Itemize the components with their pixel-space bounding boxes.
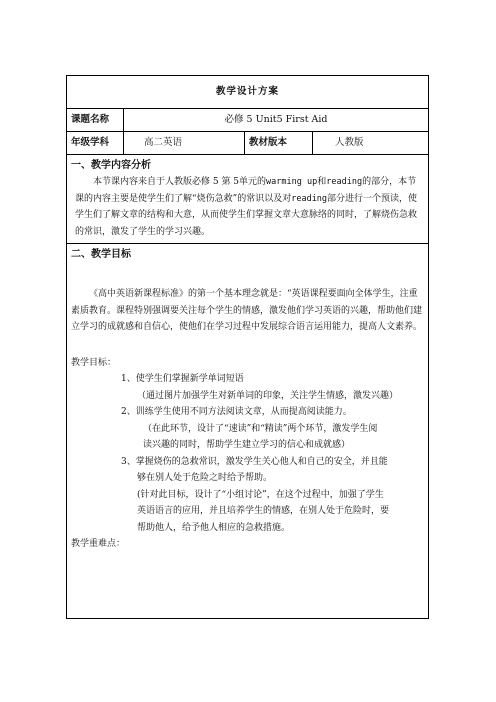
textbook-edition-value: 人教版	[313, 132, 429, 155]
objective-3-line2: 够在别人处于危险之时给予帮助。	[137, 473, 273, 483]
grade-subject-value: 高二英语	[124, 132, 245, 155]
section-heading-objectives: 二、教学目标	[71, 249, 131, 260]
page-title: 教学设计方案	[67, 76, 429, 109]
objective-3-line1: 3、掌握烧伤的急救常识，激发学生关心他人和自己的安全，并且能	[121, 456, 388, 467]
text-run: 部分进行一个预读，使学生们了解文章的结构和大意，从而使学生们掌握文章大意脉络的同时，了解烧伤急救的常识，激发了学生的学习兴趣。	[75, 193, 418, 237]
textbook-edition-label: 教材版本	[245, 132, 313, 155]
term-reading: reading	[326, 177, 363, 187]
text-run: 的部分，本节课的内容主要是使学生们了解“烧伤急救”的常识以及对	[75, 177, 417, 204]
objectives-label: 教学目标：	[71, 357, 117, 368]
content-analysis-paragraph	[75, 174, 420, 240]
objective-3-note-line2: 英语语言的应用，并且培养学生的情感，在别人处于危险时，要	[137, 506, 390, 516]
text-run: 本节课内容来自于人教版必修 5 第 5单元的	[93, 177, 267, 187]
term-warming-up: warming up	[266, 177, 318, 187]
objective-1: 1、使学生们掌握新学单词短语	[121, 374, 244, 384]
objective-2-note-line1: （在此环节，设计了“速读”和“精读”两个环节，激发学生阅	[143, 423, 378, 434]
text-run: 和	[317, 177, 327, 187]
objective-3-note-line1: (针对此目标，设计了“小组讨论”，在这个过程中，加强了学生	[137, 489, 384, 500]
curriculum-standard-paragraph: 《高中英语新课程标准》的第一个基本理念就是：“英语课程要面向全体学生，注重素质教育。课程特别强调要关注每个学生的情感，激发他们学习英语的兴趣，帮助他们建立学习的成就感和自信心，使他们在学习过程中发展综合语言运用能力，提高人文素养。	[71, 289, 423, 332]
grade-subject-label: 年级学科	[67, 132, 124, 155]
teaching-objectives-section	[67, 244, 429, 619]
lesson-plan-table	[66, 75, 429, 619]
term-reading: reading	[291, 193, 328, 204]
objective-1-note: （通过图片加强学生对新单词的印象，关注学生情感，激发兴趣）	[137, 390, 399, 401]
course-name-label: 课题名称	[67, 109, 124, 132]
content-analysis-section	[67, 155, 429, 244]
section-heading-content-analysis: 一、教学内容分析	[71, 160, 151, 171]
course-name-value: 必修 5 Unit5 First Aid	[124, 109, 429, 132]
objective-2-note-line2: 读兴趣的同时，帮助学生建立学习的信心和成就感）	[143, 440, 351, 450]
key-difficult-points-label: 教学重难点：	[71, 539, 126, 549]
objective-2: 2、训练学生使用不同方法阅读文章，从而提高阅读能力。	[121, 407, 352, 417]
objective-3-note-line3: 帮助他人，给予他人相应的急救措施。	[137, 522, 291, 533]
